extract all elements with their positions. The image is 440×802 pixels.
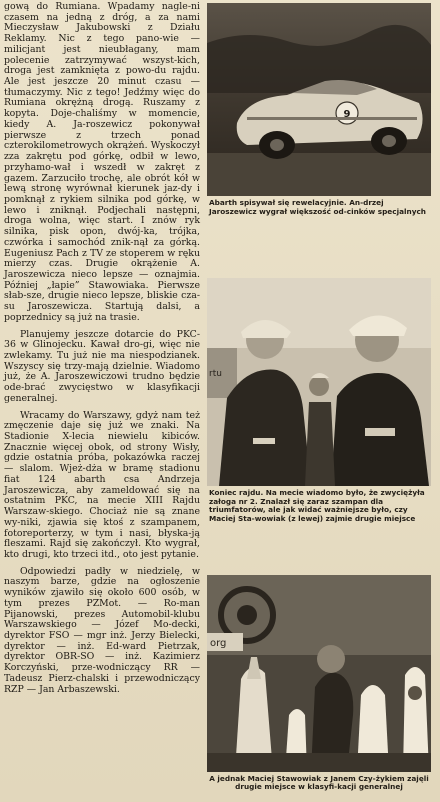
backdrop-fragment-text: org [210, 637, 227, 649]
rally-car-caption: Abarth spisywał się rewelacyjnie. An-drzej Jaroszewicz wygrał większość od-cinków specjalnych [209, 198, 426, 216]
finish-line-caption: Koniec rajdu. Na mecie wiadomo było, że zwyciężyła załoga nr 2. Znalazł się zaraz szampan dla triumfatorów, ale jak widać ważniejsze było, czy Maciej Sta-wowiak (z lewej) zajmie drugie miejsce [209, 488, 425, 523]
finish-line-photo [207, 278, 431, 486]
article-paragraph-4: Odpowiedzi padły w niedzielę, w naszym barze, gdzie na ogłoszenie wyników zjawiło się około 600 osób, w tym prezes PZMot. — Ro-man Pijanowski, prezes Automobil-klubu Warszawskiego — Józef Mo-decki, dyrektor FSO — mgr inż. Jerzy Bielecki, dyrektor — inż. Ed-ward Pietrzak, dyrektor OBR-SO — inż. Kazimierz Korczyński, prze-wodniczący RR — Tadeusz Pierz-chalski i przewodniczący RZP — Jan Arbaszewski. [4, 565, 200, 695]
article-column [4, 2, 200, 701]
article-paragraph-3: Wracamy do Warszawy, gdyż nam też zmęczenie daje się już we znaki. Na Stadionie X-lecia niewielu kibiców. Znacznie więcej obok, od strony Wisły, gdzie ostatnia próba, pokazówka raczej — slalom. Wjeż-dża w bramę stadionu fiat 124 abarth csa Andrzeja Jaroszewicza, aby zameldować się na ostatnim PKC, na mecie XIII Rajdu Warszaw-skiego. Chociaż nie są znane wy-niki, zjawia się ktoś z szampanem, fotoreporterzy, w tym i nasi, błyska-ją fleszami. Rajd się zakończył. Kto wygrał, kto drugi, kto trzeci itd., oto jest pytanie. [4, 409, 200, 560]
banner-fragment-text: rtu [209, 369, 222, 380]
trophy-photo [207, 575, 431, 772]
trophy-caption: A jednak Maciej Stawowiak z Janem Czy-żykiem zajęli drugie miejsce w klasyfi-kacji generalnej [209, 773, 429, 792]
photo-column [204, 0, 436, 792]
car-number: 9 [343, 109, 351, 120]
article-paragraph-2: Planujemy jeszcze dotarcie do PKC-36 w Glinojecku. Kawał dro-gi, więc nie zwlekamy. Tu już nie ma niespodzianek. Wszyscy się trzy-mają dzielnie. Wiadomo już, że A. Jaroszewiczowi trudno będzie ode-brać zwycięstwo w klasyfikacji generalnej. [4, 328, 200, 404]
article-paragraph-1: gową do Rumiana. Wpadamy nagle-ni czasem na jedną z dróg, a za nami Mieczysław Jakubowski z Działu Reklamy. Nic z tego pano-wie — milicjant jest nieubłagany, mam polecenie zatrzymywać wszyst-kich, droga jest zamknięta z powo-du rajdu. Ale jest jeszcze 20 minut czasu — tłumaczymy. Nic z tego! Jedźmy więc do Rumiana okrężną drogą. Ruszamy z kopyta. Doje-chaliśmy w momencie, kiedy A. Ja-roszewicz pokonywał pierwsze z trzech ponad czterokilometrowych okrążeń. Wyskoczył zza zakrętu pod górkę, odbił w lewo, przyhamo-wał i wszedł w zakręt z gazem. Zarzuciło trochę, ale obrót kół w lewą stronę wyrównał kierunek jaz-dy i pomknął z rykiem silnika pod górkę, w lewo i zniknął. Podjechali następni, droga wolna, więc start. I znów ryk silnika, pisk opon, dwój-ka, trójka, czwórka i samochód znik-nął za górką. Eugeniusz Pach z TV ze stoperem w ręku mierzy czas. Drugie okrążenie A. Jaroszewicza nieco lepsze — oznajmia. Później „łapie” Stawowiaka. Pierwsze słab-sze, drugie nieco lepsze, bliskie cza-su Jaroszewicza. Startują dalsi, a poprzednicy są już na trasie. [4, 1, 200, 323]
rally-car-photo [207, 3, 431, 196]
